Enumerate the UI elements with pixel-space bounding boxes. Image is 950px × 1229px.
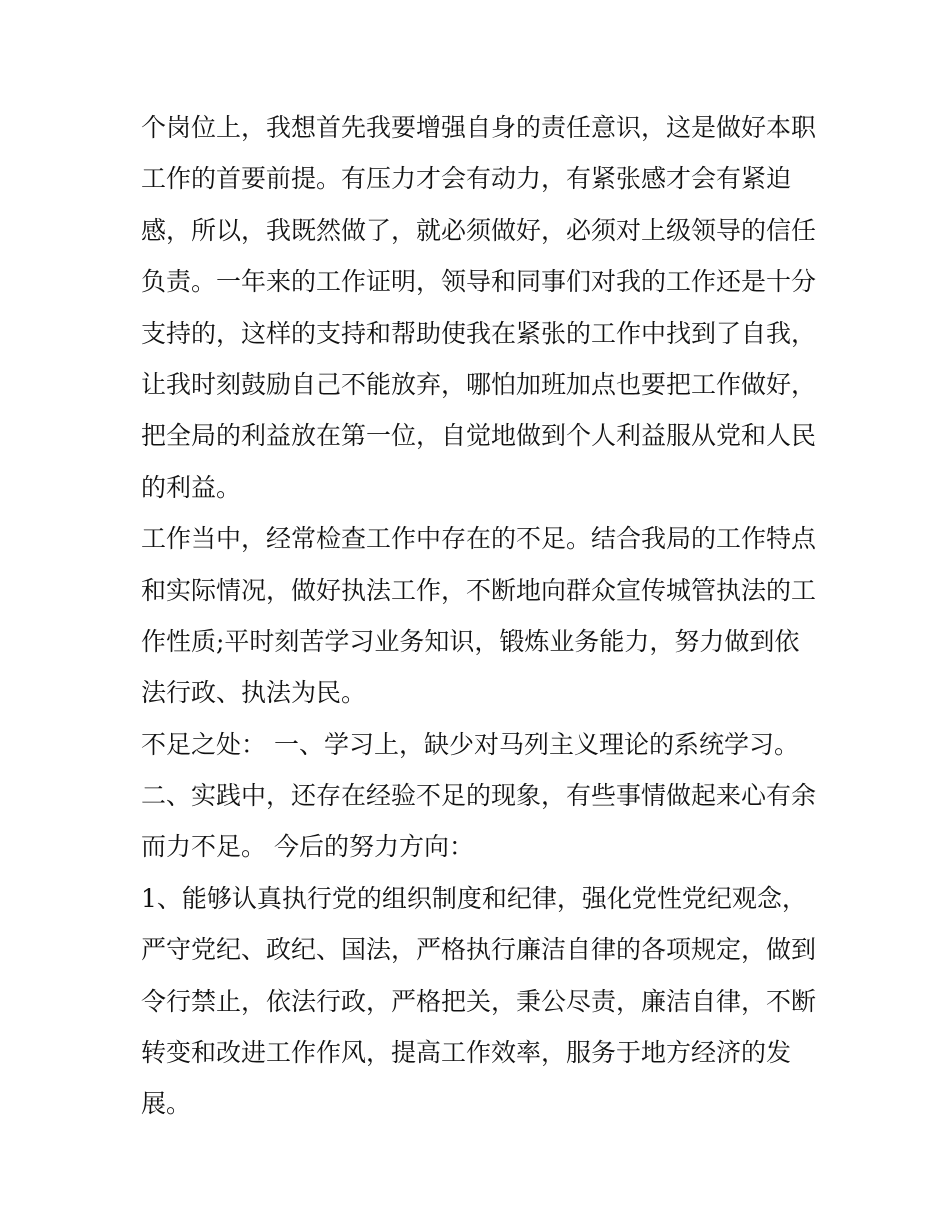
document-body: [141, 102, 821, 1130]
text-line: 工作的首要前提。有压力才会有动力，有紧张感才会有紧迫: [141, 164, 792, 194]
text-line: 二、实践中，还存在经验不足的现象，有些事情做起来心有余: [141, 781, 817, 811]
text-line: 作性质;平时刻苦学习业务知识，锻炼业务能力，努力做到依: [141, 626, 800, 656]
text-line: 工作当中，经常检查工作中存在的不足。结合我局的工作特点: [141, 524, 817, 554]
text-line: 严守党纪、政纪、国法，严格执行廉洁自律的各项规定，做到: [141, 935, 817, 965]
text-line: 令行禁止，依法行政，严格把关，秉公尽责，廉洁自律，不断: [141, 986, 817, 1016]
text-line: 个岗位上，我想首先我要增强自身的责任意识，这是做好本职: [141, 113, 817, 142]
text-line: 让我时刻鼓励自己不能放弃，哪怕加班加点也要把工作做好，: [141, 369, 817, 399]
text-line: 支持的，这样的支持和帮助使我在紧张的工作中找到了自我，: [141, 318, 817, 348]
text-line: 负责。一年来的工作证明，领导和同事们对我的工作还是十分: [141, 267, 817, 297]
text-line: 展。: [141, 1089, 192, 1119]
text-line: 感，所以，我既然做了，就必须做好，必须对上级领导的信任: [141, 215, 817, 245]
text-line: 法行政、执法为民。: [141, 678, 367, 708]
text-line: 不足之处： 一、学习上，缺少对马列主义理论的系统学习。: [141, 729, 799, 759]
text-line: 和实际情况，做好执法工作，不断地向群众宣传城管执法的工: [141, 575, 817, 605]
text-line: 的利益。: [141, 472, 242, 502]
text-line: 1、能够认真执行党的组织制度和纪律，强化党性党纪观念，: [141, 883, 807, 913]
text-line: 把全局的利益放在第一位，自觉地做到个人利益服从党和人民: [141, 421, 817, 451]
text-line: 而力不足。 今后的努力方向：: [141, 832, 474, 862]
text-line: 转变和改进工作作风，提高工作效率，服务于地方经济的发: [141, 1038, 792, 1068]
